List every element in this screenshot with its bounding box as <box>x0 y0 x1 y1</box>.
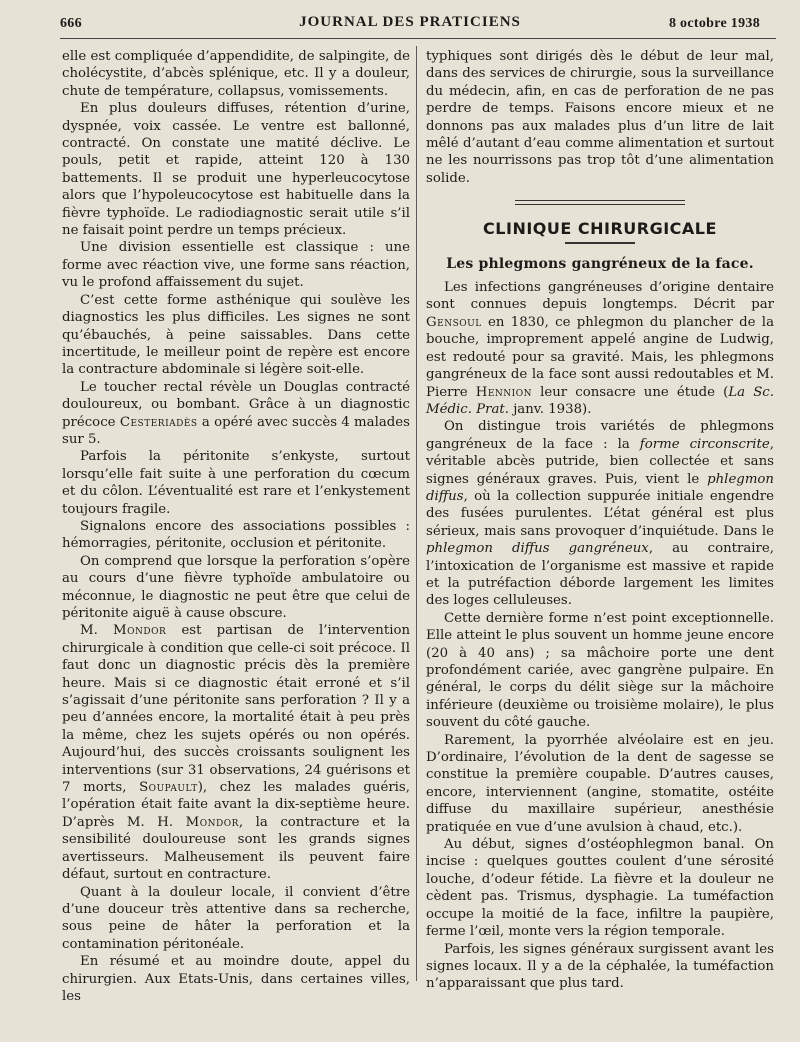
paragraph: En plus douleurs diffuses, rétention d’urine, dyspnée, voix cassée. Le ventre est ballonné, contracté. On constate une matité déclive. Le pouls, petit et rapide, atteint 120 à 130 battements. Il se produit une hyperleucocytose alors que l’hypoleucocytose est habituelle dans la fièvre typhoïde. Le radiodiagnostic serait utile s’il ne faisait point perdre un temps précieux. <box>62 101 410 239</box>
paragraph: elle est compliquée d’appendidite, de salpingite, de cholécystite, d’abcès splénique, etc. Il y a douleur, chute de température, collapsus, vomissements. <box>62 49 410 99</box>
paragraph: C’est cette forme asthénique qui soulève les diagnostics les plus difficiles. Les signes ne sont qu’ébauchés, à peine saissables. Dans cette incertitude, le meilleur point de repère est encore la contracture abdominale si légère soit-elle. <box>62 292 410 378</box>
article-title: Les phlegmons gangréneux de la face. <box>446 255 754 272</box>
citation: La Sc. Médic. Prat. <box>426 384 774 417</box>
paragraph: On distingue trois variétés de phlegmons gangréneux de la face : la forme circonscrite, véritable abcès putride, bien collectée et sans signes généraux graves. Puis, vient le phlegmon diffus, où la collection suppurée initiale engendre des fusées purulentes. L’état général est plus sérieux, mais sans provoquer d’inquiétude. Dans le phlegmon diffus gangréneux, au contraire, l’intoxication de l’organisme est massive et rapide et la putréfaction déborde largement les limites des loges celluleuses. <box>426 419 774 609</box>
paragraph: Le toucher rectal révèle un Douglas contracté douloureux, ou bombant. Grâce à un diagnostic précoce Cesteriadès a opéré avec succès 4 malades sur 5. <box>62 379 410 447</box>
issue-date: 8 octobre 1938 <box>668 16 760 31</box>
paragraph: Parfois la péritonite s’enkyste, surtout lorsqu’elle fait suite à une perforation du cœcum et du côlon. L’éventualité est rare et l’enkystement toujours fragile. <box>62 449 410 517</box>
page-header <box>60 14 760 36</box>
author-name: Hennion <box>475 384 532 400</box>
paragraph: Au début, signes d’ostéophlegmon banal. On incise : quelques gouttes coulent d’une sérosité louche, d’odeur fétide. La fièvre et la douleur ne cèdent pas. Trismus, dysphagie. La tuméfaction occupe la moitié de la face, infiltre la paupière, ferme l’œil, monte vers la région temporale. <box>426 837 774 940</box>
column-divider <box>416 46 417 981</box>
section-underline <box>565 242 635 244</box>
paragraph: Les infections gangréneuses d’origine dentaire sont connues depuis longtemps. Décrit par Gensoul en 1830, ce phlegmon du plancher de la bouche, improprement appelé angine de Ludwig, est redouté pour sa gravité. Mais, les phlegmons gangréneux de la face sont aussi redoutables et M. Pierre Hennion leur consacre une étude (La Sc. Médic. Prat. janv. 1938). <box>426 280 774 417</box>
left-column <box>62 48 410 1005</box>
author-name: Gensoul <box>426 314 482 330</box>
paragraph: Parfois, les signes généraux surgissent avant les signes locaux. Il y a de la céphalée, la tuméfaction n’apparaissant que plus tard. <box>426 941 774 992</box>
journal-title: JOURNAL DES PRATICIENS <box>299 14 521 30</box>
paragraph: En résumé et au moindre doute, appel du chirurgien. Aux Etats-Unis, dans certaines villes, les <box>62 954 410 1004</box>
right-column <box>426 48 774 993</box>
author-name: Mondor <box>185 814 239 830</box>
paragraph: Rarement, la pyorrhée alvéolaire est en jeu. D’ordinaire, l’évolution de la dent de sagesse se constitue la première coupable. D’autres causes, encore, interviennent (angine, stomatite, ostéite diffuse du maxillaire supérieur, anesthésie pratiquée en vue d’une avulsion à chaud, etc.). <box>426 732 774 835</box>
section-title: CLINIQUE CHIRURGICALE <box>483 219 717 239</box>
author-name: Soupault <box>139 780 198 796</box>
paragraph: M. Mondor est partisan de l’intervention chirurgicale à condition que celle-ci soit précoce. Il faut donc un diagnostic précis dès la première heure. Mais si ce diagnostic était erroné et s’il s’agissait d’une péritonite sans perforation ? Il y a peu d’années encore, la mortalité était à peu près la même, chez les sujets opérés ou non opérés. Aujourd’hui, des succès croissants soulignent les interventions (sur 31 observations, 24 guérisons et 7 morts, Soupault), chez les malades guéris, l’opération était faite avant la dix-septième heure. D’après M. H. Mondor, la contracture et la sensibilité douloureuse sont les grands signes avertisseurs. Malheusement ils peuvent faire défaut, surtout en contracture. <box>62 623 411 883</box>
header-rule <box>60 38 776 39</box>
paragraph: Une division essentielle est classique : une forme avec réaction vive, une forme sans réaction, vu le profond affaissement du sujet. <box>62 240 410 291</box>
page-number: 666 <box>60 16 82 31</box>
paragraph: typhiques sont dirigés dès le début de leur mal, dans des services de chirurgie, sous la surveillance du médecin, afin, en cas de perforation de ne pas perdre de temps. Faisons encore mieux et ne donnons pas aux malades plus d’un litre de lait mêlé d’autant d’eau comme alimentation et surtout ne les nourrissons pas trop tôt d’une alimentation solide. <box>426 49 774 186</box>
paragraph: Cette dernière forme n’est point exceptionnelle. Elle atteint le plus souvent un homme jeune encore (20 à 40 ans) ; sa mâchoire porte une dent profondément cariée, avec gangrène pulpaire. En général, le corps du délit siège sur la mâchoire inférieure (deuxième ou troisième molaire), le plus souvent du côté gauche. <box>426 610 774 731</box>
section-double-rule <box>515 200 685 205</box>
paragraph: On comprend que lorsque la perforation s’opère au cours d’une fièvre typhoïde ambulatoire ou méconnue, le diagnostic ne peut être que celui de péritonite aiguë à cause obscure. <box>62 553 410 621</box>
author-name: Cesteriadès <box>119 414 198 430</box>
paragraph: Signalons encore des associations possibles : hémorragies, péritonite, occlusion et péritonite. <box>62 518 410 552</box>
paragraph: Quant à la douleur locale, il convient d’être d’une douceur très attentive dans sa recherche, sous peine de hâter la perforation et la contamination péritonéale. <box>62 884 410 952</box>
author-name: Mondor <box>113 623 167 639</box>
